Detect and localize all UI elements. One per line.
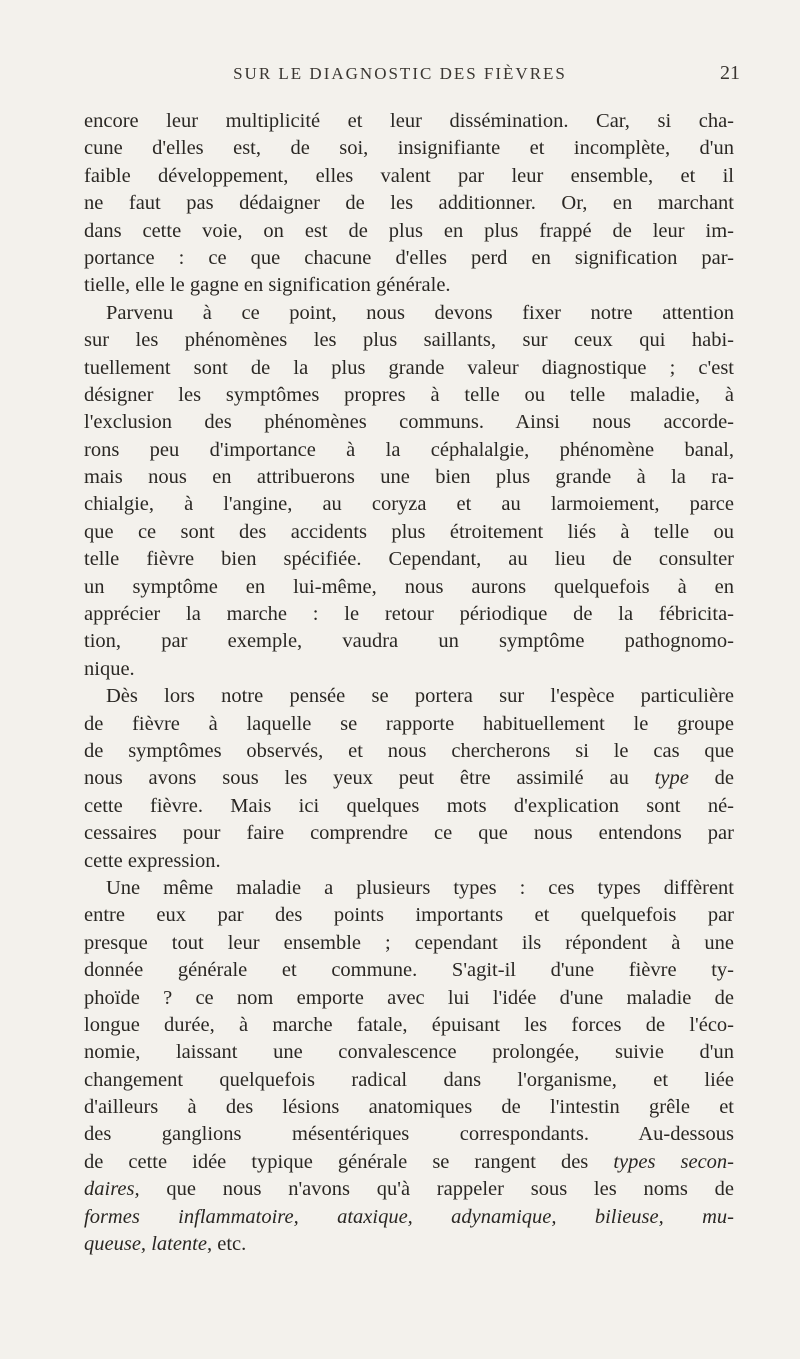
text-fragment: nous avons sous les yeux peut être assimilé au [84, 767, 629, 790]
text-line: telle fièvre bien spécifiée. Cependant, au lieu de consulter [84, 548, 734, 571]
text-body [84, 108, 734, 1258]
running-header [0, 64, 800, 94]
text-line: Parvenu à ce point, nous devons fixer notre attention [106, 301, 734, 324]
text-line: presque tout leur ensemble ; cependant ils répondent à une [84, 931, 734, 954]
text-line: longue durée, à marche fatale, épuisant les forces de l'éco- [84, 1013, 734, 1036]
text-line: nique. [84, 657, 135, 680]
text-line: mais nous en attribuerons une bien plus grande à la ra- [84, 466, 734, 489]
text-line: un symptôme en lui-même, nous aurons quelquefois à en [84, 575, 734, 598]
text-line: tielle, elle le gagne en signification générale. [84, 274, 451, 297]
text-line: nomie, laissant une convalescence prolongée, suivie d'un [84, 1041, 734, 1064]
text-line [84, 1176, 734, 1203]
text-fragment: , etc. [206, 1233, 247, 1256]
text-line [84, 1204, 734, 1231]
text-line: faible développement, elles valent par leur ensemble, et il [84, 164, 734, 187]
text-line: de fièvre à laquelle se rapporte habituellement le groupe [84, 712, 734, 735]
text-line: d'ailleurs à des lésions anatomiques de l'intestin grêle et [84, 1096, 734, 1119]
text-line: entre eux par des points importants et quelquefois par [84, 904, 734, 927]
italic-term: type [654, 767, 689, 790]
text-line: donnée générale et commune. S'agit-il d'une fièvre ty- [84, 959, 734, 982]
text-line: changement quelquefois radical dans l'organisme, et liée [84, 1068, 734, 1091]
italic-term: formes inflammatoire, ataxique, adynamique, bilieuse, mu- [84, 1205, 734, 1228]
italic-term: queuse, [84, 1233, 147, 1256]
text-line: portance : ce que chacune d'elles perd en signification par- [84, 246, 734, 269]
text-line: de symptômes observés, et nous chercherons si le cas que [84, 739, 734, 762]
running-title: SUR LE DIAGNOSTIC DES FIÈVRES [233, 64, 567, 83]
text-line: Une même maladie a plusieurs types : ces types diffèrent [106, 876, 734, 899]
text-line: encore leur multiplicité et leur dissémination. Car, si cha- [84, 110, 734, 132]
text-fragment: de [688, 767, 735, 790]
text-line: désigner les symptômes propres à telle ou telle maladie, à [84, 383, 734, 406]
text-line: cette expression. [84, 849, 221, 872]
text-line: l'exclusion des phénomènes communs. Ainsi nous accorde- [84, 411, 734, 434]
text-line [84, 765, 734, 792]
text-fragment: que nous n'avons qu'à rappeler sous les noms de [139, 1178, 734, 1201]
text-line: cette fièvre. Mais ici quelques mots d'explication sont né- [84, 794, 734, 817]
text-line: cessaires pour faire comprendre ce que nous entendons par [84, 822, 734, 845]
text-line: chialgie, à l'angine, au coryza et au larmoiement, parce [84, 493, 734, 516]
text-line: des ganglions mésentériques correspondants. Au-dessous [84, 1123, 734, 1146]
text-line: que ce sont des accidents plus étroitement liés à telle ou [84, 520, 734, 543]
italic-term: daires, [84, 1178, 140, 1201]
text-line [84, 1231, 734, 1258]
text-line [84, 1149, 734, 1176]
text-line: cune d'elles est, de soi, insignifiante et incomplète, d'un [84, 137, 734, 160]
text-line: tion, par exemple, vaudra un symptôme pathognomo- [84, 630, 734, 653]
text-fragment: de cette idée typique générale se rangent des [84, 1150, 589, 1173]
text-line: apprécier la marche : le retour périodique de la fébricita- [84, 603, 734, 626]
italic-term: types secon- [613, 1150, 734, 1173]
italic-term: latente [151, 1233, 207, 1256]
text-line: rons peu d'importance à la céphalalgie, phénomène banal, [84, 438, 734, 461]
text-line: tuellement sont de la plus grande valeur diagnostique ; c'est [84, 356, 734, 379]
text-line: phoïde ? ce nom emporte avec lui l'idée d'une maladie de [84, 986, 734, 1009]
page-number: 21 [720, 62, 740, 84]
text-line: Dès lors notre pensée se portera sur l'espèce particulière [106, 685, 734, 708]
text-line: dans cette voie, on est de plus en plus frappé de leur im- [84, 219, 734, 242]
text-line: sur les phénomènes les plus saillants, sur ceux qui habi- [84, 329, 734, 352]
text-line: ne faut pas dédaigner de les additionner. Or, en marchant [84, 192, 734, 215]
